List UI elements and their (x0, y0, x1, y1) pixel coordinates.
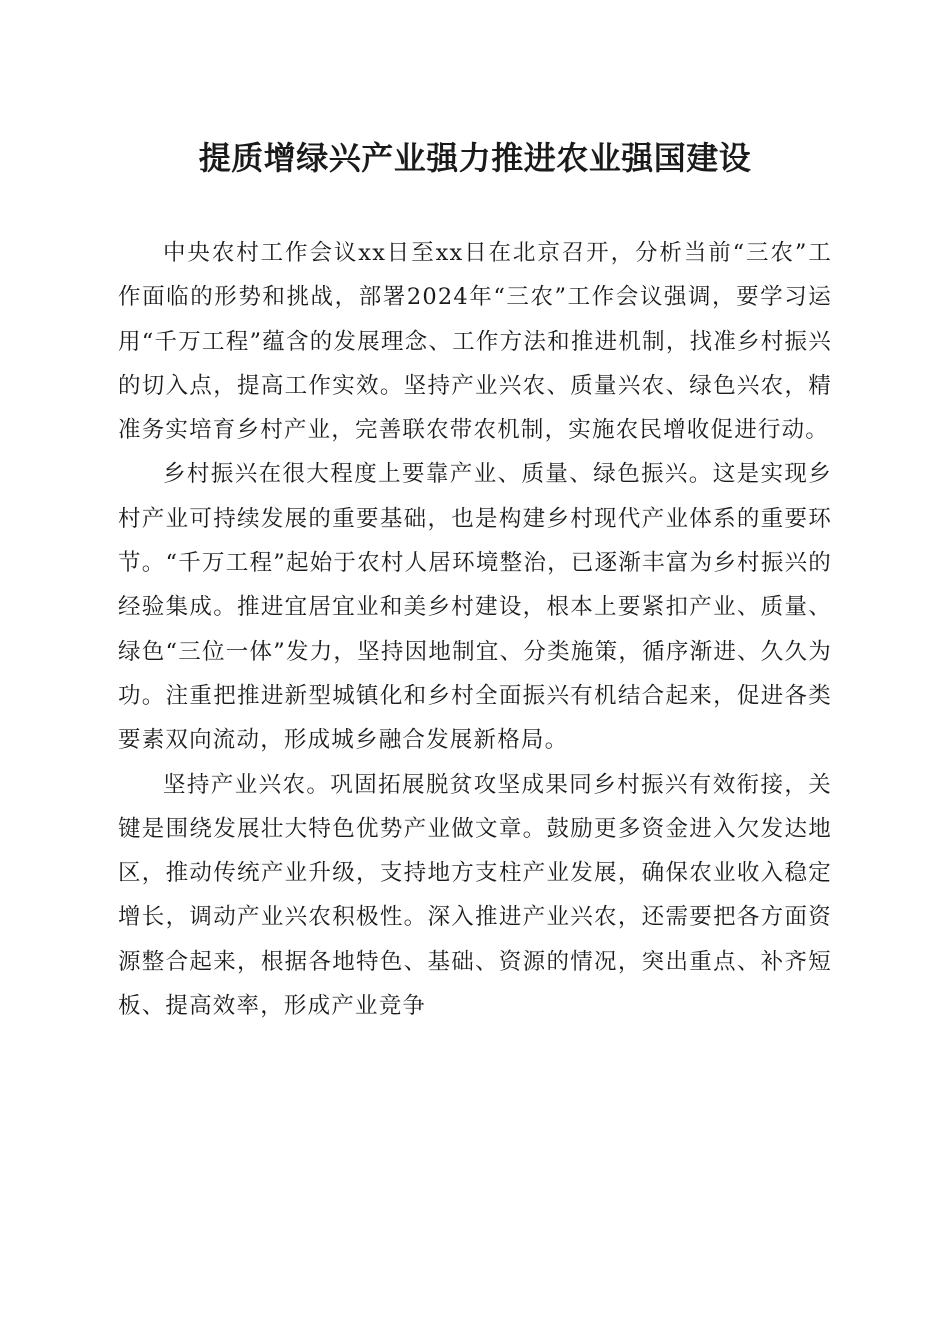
paragraph: 坚持产业兴农。巩固拓展脱贫攻坚成果同乡村振兴有效衔接，关键是围绕发展壮大特色优势产业做文章。鼓励更多资金进入欠发达地区，推动传统产业升级，支持地方支柱产业发展，确保农业收入稳定增长，调动产业兴农积极性。深入推进产业兴农，还需要把各方面资源整合起来，根据各地特色、基础、资源的情况，突出重点、补齐短板、提高效率，形成产业竞争 (118, 771, 832, 1020)
document-body (118, 231, 832, 1028)
paragraph: 中央农村工作会议xx日至xx日在北京召开，分析当前“三农”工作面临的形势和挑战，部署2024年“三农”工作会议强调，要学习运用“千万工程”蕴含的发展理念、工作方法和推进机制，找准乡村振兴的切入点，提高工作实效。坚持产业兴农、质量兴农、绿色兴农，精准务实培育乡村产业，完善联农带农机制，实施农民增收促进行动。 (118, 240, 832, 444)
document-title: 提质增绿兴产业强力推进农业强国建设 (198, 139, 752, 177)
paragraph: 乡村振兴在很大程度上要靠产业、质量、绿色振兴。这是实现乡村产业可持续发展的重要基础，也是构建乡村现代产业体系的重要环节。“千万工程”起始于农村人居环境整治，已逐渐丰富为乡村振兴的经验集成。推进宜居宜业和美乡村建设，根本上要紧扣产业、质量、绿色“三位一体”发力，坚持因地制宜、分类施策，循序渐进、久久为功。注重把推进新型城镇化和乡村全面振兴有机结合起来，促进各类要素双向流动，形成城乡融合发展新格局。 (118, 461, 832, 754)
